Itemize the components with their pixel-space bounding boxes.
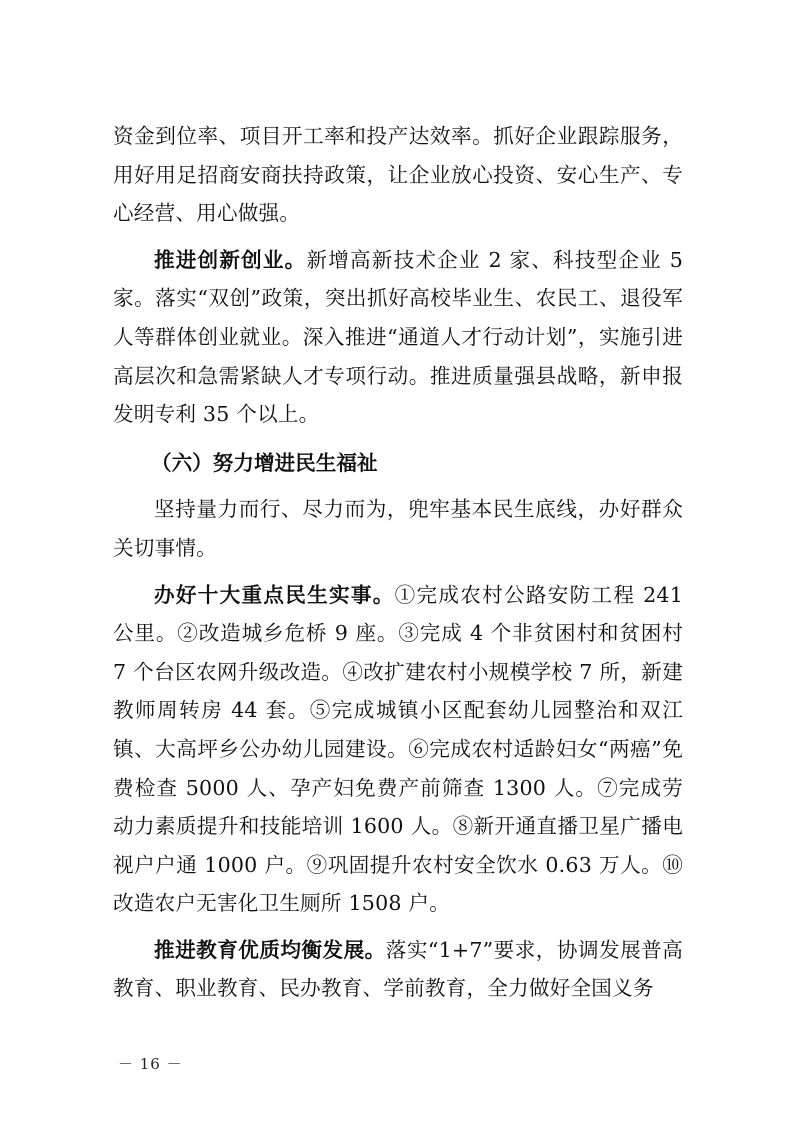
paragraph-lead-heading: 推进创新创业。	[154, 247, 307, 272]
paragraph-innovation	[113, 241, 683, 434]
paragraph-lead-heading: 办好十大重点民生实事。	[154, 582, 395, 607]
paragraph-text: 落实“1+7”要求，协调发展普高教育、职业教育、民办教育、学前教育，全力做好全国义务	[113, 937, 684, 1001]
paragraph-education	[113, 931, 683, 1008]
paragraph-text: ①完成农村公路安防工程 241 公里。②改造城乡危桥 9 座。③完成 4 个非贫困村和贫困村 7 个台区农网升级改造。④改扩建农村小规模学校 7 所，新建教师周转房 44 套。⑤完成城镇小区配套幼儿园整治和双江镇、大高坪乡公办幼儿园建设。⑥完成农村适龄妇女“两癌”免费检查 5000 人、孕产妇免费产前筛查 1300 人。⑦完成劳动力素质提升和技能培训 1600 人。⑧新开通直播卫星广播电视户户通 1000 户。⑨巩固提升农村安全饮水 0.63 万人。⑩改造农户无害化卫生厕所 1508 户。	[113, 582, 684, 916]
paragraph-text: 新增高新技术企业 2 家、科技型企业 5 家。落实“双创”政策，突出抓好高校毕业生、农民工、退役军人等群体创业就业。深入推进“通道人才行动计划”，实施引进高层次和急需紧缺人才专项行动。推进质量强县战略，新申报发明专利 35 个以上。	[113, 247, 683, 427]
paragraph-livelihood-intro	[113, 490, 683, 567]
page-number: － 16 －	[118, 1055, 183, 1073]
paragraph-lead-heading: 推进教育优质均衡发展。	[154, 937, 386, 962]
paragraph-investment-services	[113, 117, 683, 233]
section-heading: （六）努力增进民生福祉	[151, 450, 378, 475]
paragraph-text: 资金到位率、项目开工率和投产达效率。抓好企业跟踪服务，用好用足招商安商扶持政策，让企业放心投资、安心生产、专心经营、用心做强。	[113, 124, 683, 226]
paragraph-ten-projects	[113, 576, 683, 923]
paragraph-text: 坚持量力而行、尽力而为，兜牢基本民生底线，办好群众关切事情。	[113, 497, 683, 560]
document-body	[113, 117, 683, 1008]
